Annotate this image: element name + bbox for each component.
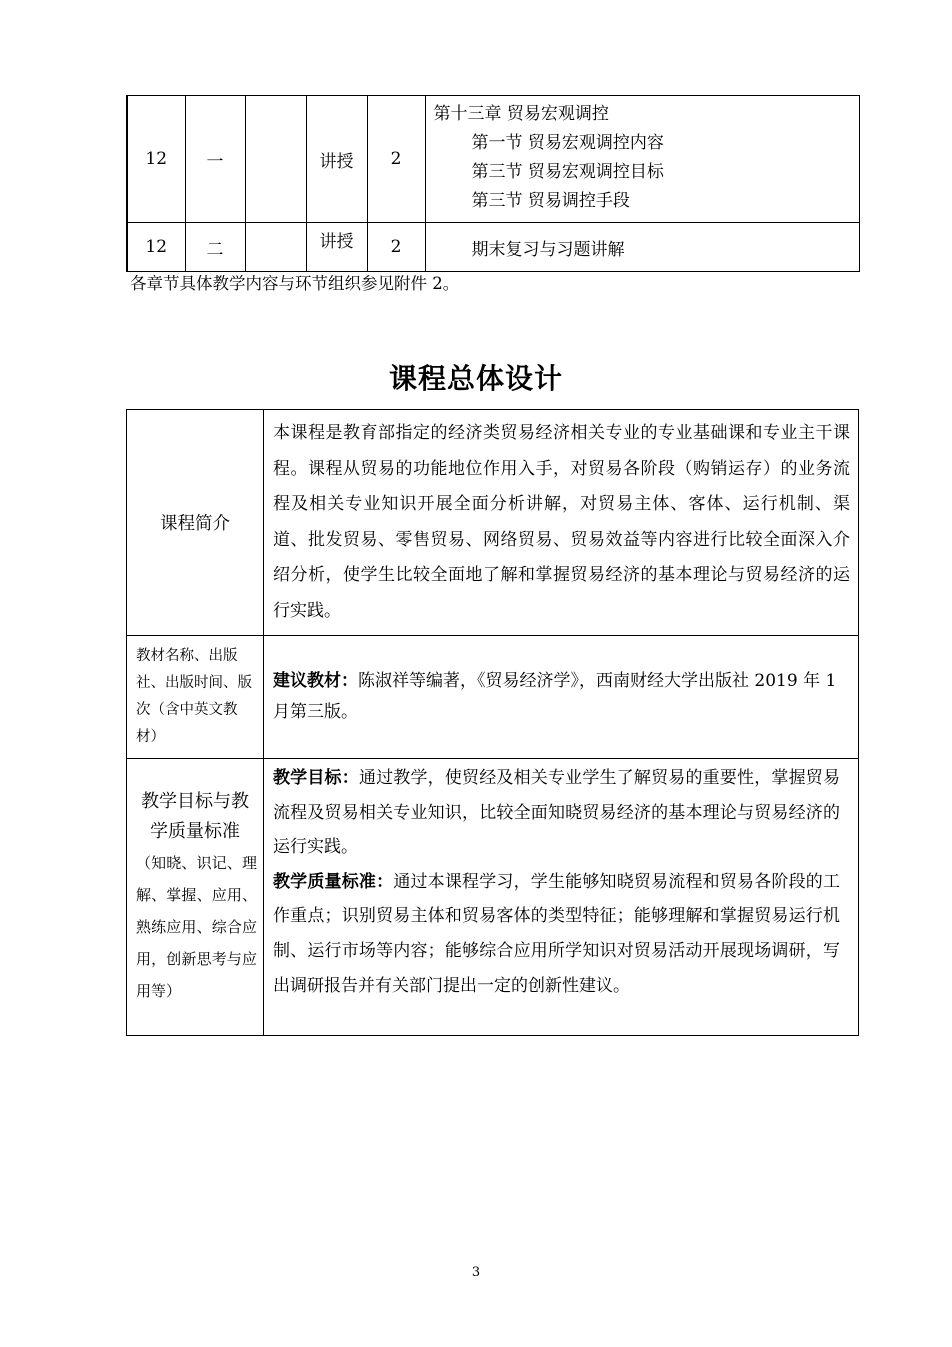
blank-cell xyxy=(245,223,306,272)
method-cell: 讲授 xyxy=(306,96,367,223)
goal-text xyxy=(264,759,859,1036)
goal-key: 教学目标： xyxy=(273,768,359,788)
goal-label-cell xyxy=(127,759,264,1036)
topic-cell: 期末复习与习题讲解 xyxy=(425,223,859,272)
section-item: 第三节 贸易宏观调控目标 xyxy=(471,162,664,182)
goal-sub-label: （知晓、识记、理解、掌握、应用、熟练应用、综合应用，创新思考与应用等） xyxy=(136,854,257,1000)
blank-cell xyxy=(245,96,306,223)
goal-label: 教学目标与教学质量标准 xyxy=(141,791,249,842)
week-cell: 12 xyxy=(127,223,185,272)
section-item: 第一节 贸易宏观调控内容 xyxy=(471,133,664,153)
textbook-text xyxy=(264,636,859,759)
chapter-title: 第十三章 贸易宏观调控 xyxy=(433,104,609,124)
standard-paragraph xyxy=(273,865,840,1003)
hours-cell: 2 xyxy=(367,223,425,272)
section-item: 第三节 贸易调控手段 xyxy=(471,191,630,211)
goal-value: 通过教学，使贸经及相关专业学生了解贸易的重要性，掌握贸易流程及贸易相关专业知识，比较全面知晓贸易经济的基本理论与贸易经济的运行实践。 xyxy=(273,768,840,858)
standard-key: 教学质量标准： xyxy=(273,871,394,892)
topic-cell xyxy=(425,96,859,223)
textbook-key: 建议教材： xyxy=(273,671,358,691)
page-title: 课程总体设计 xyxy=(388,362,563,395)
textbook-label: 教材名称、出版社、出版时间、版次（含中英文教材） xyxy=(127,636,264,759)
session-cell: 一 xyxy=(185,96,245,223)
textbook-row xyxy=(127,636,859,759)
note-text: 各章节具体教学内容与环节组织参见附件 2。 xyxy=(130,274,460,293)
textbook-value: 陈淑祥等编著，《贸易经济学》，西南财经大学出版社 2019 年 1 月第三版。 xyxy=(273,671,837,722)
intro-row xyxy=(127,410,859,636)
standard-value: 通过本课程学习，学生能够知晓贸易流程和贸易各阶段的工作重点；识别贸易主体和贸易客体的类型特征；能够理解和掌握贸易运行机制、运行市场等内容；能够综合应用所学知识对贸易活动开展现场调研，写出调研报告并有关部门提出一定的创新性建议。 xyxy=(273,871,840,996)
intro-text: 本课程是教育部指定的经济类贸易经济相关专业的专业基础课和专业主干课程。课程从贸易的功能地位作用入手，对贸易各阶段（购销运存）的业务流程及相关专业知识开展全面分析讲解，对贸易主体、客体、运行机制、渠道、批发贸易、零售贸易、网络贸易、贸易效益等内容进行比较全面深入介绍分析，使学生比较全面地了解和掌握贸易经济的基本理论与贸易经济的运行实践。 xyxy=(264,410,859,636)
schedule-table xyxy=(126,95,860,272)
page-number: 3 xyxy=(471,1265,481,1280)
intro-label: 课程简介 xyxy=(127,410,264,636)
hours-cell: 2 xyxy=(367,96,425,223)
method-cell: 讲授 xyxy=(306,223,367,272)
goal-paragraph xyxy=(273,761,840,865)
design-table xyxy=(126,409,859,1036)
goal-row xyxy=(127,759,859,1036)
session-cell: 二 xyxy=(185,223,245,272)
schedule-row xyxy=(127,223,859,272)
week-cell: 12 xyxy=(127,96,185,223)
schedule-row xyxy=(127,96,859,223)
